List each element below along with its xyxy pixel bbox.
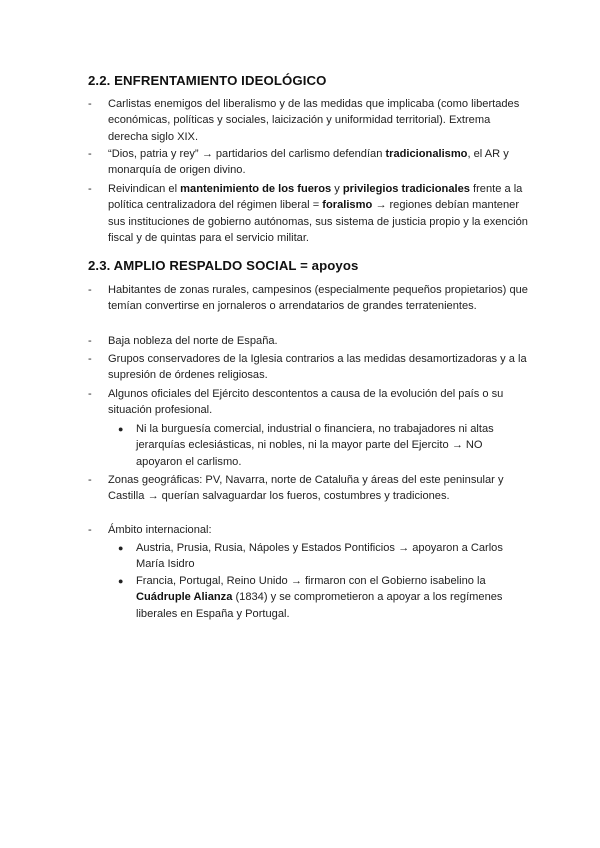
list-item-text: Algunos oficiales del Ejército descontentos a causa de la evolución del país o su situación profesional.: [108, 388, 504, 417]
bullet-dot: ●: [118, 576, 124, 586]
bullet-dash: -: [88, 335, 92, 347]
bullet-dash: -: [88, 183, 92, 195]
list-item-text: Ámbito internacional:: [108, 524, 212, 536]
section-heading-ideologico: 2.2. ENFRENTAMIENTO IDEOLÓGICO: [88, 73, 327, 88]
bullet-dash: -: [88, 284, 92, 296]
bullet-dot: ●: [118, 543, 124, 553]
bullet-dash: -: [88, 388, 92, 400]
bullet-dash: -: [88, 353, 92, 365]
list-item-text: Habitantes de zonas rurales, campesinos (especialmente pequeños propietarios) que temían convertirse en jornaleros o arrendatarios de grandes terratenientes.: [108, 284, 528, 313]
list-item-text: “Dios, patria y rey” → partidarios del carlismo defendían tradicionalismo, el AR y monarquía de origen divino.: [108, 148, 509, 177]
list-item-text: Baja nobleza del norte de España.: [108, 335, 278, 347]
sub-list-item-text: Francia, Portugal, Reino Unido → firmaron con el Gobierno isabelino la Cuádruple Alianza (1834) y se comprometieron a apoyar a los regímenes liberales en España y Portugal.: [136, 575, 503, 620]
list-item-text: Reivindican el mantenimiento de los fueros y privilegios tradicionales frente a la política centralizadora del régimen liberal = foralismo → regiones debían mantener sus instituciones de gobierno autónomas, sus sistema de justicia propio y la exención fiscal y de quintas para el servicio militar.: [108, 183, 528, 245]
sub-list-item-text: Ni la burguesía comercial, industrial o financiera, no trabajadores ni altas jerarquías eclesiásticas, ni nobles, ni la mayor parte del Ejercito → NO apoyaron el carlismo.: [136, 423, 494, 468]
bullet-dash: -: [88, 98, 92, 110]
bullet-dash: -: [88, 474, 92, 486]
bullet-dash: -: [88, 148, 92, 160]
list-item-text: Zonas geográficas: PV, Navarra, norte de Cataluña y áreas del este peninsular y Castilla → querían salvaguardar los fueros, costumbres y tradiciones.: [108, 474, 504, 503]
list-item-text: Grupos conservadores de la Iglesia contrarios a las medidas desamortizadoras y a la supresión de órdenes religiosas.: [108, 353, 527, 382]
list-item-text: Carlistas enemigos del liberalismo y de las medidas que implicaba (como libertades económicas, políticas y sociales, laicización y uniformidad territorial). Extrema derecha siglo XIX.: [108, 98, 520, 143]
bullet-dot: ●: [118, 424, 124, 434]
section-heading-respaldo-social: 2.3. AMPLIO RESPALDO SOCIAL = apoyos: [88, 258, 359, 273]
sub-list-item-text: Austria, Prusia, Rusia, Nápoles y Estados Pontificios → apoyaron a Carlos María Isidro: [136, 542, 503, 571]
bullet-dash: -: [88, 524, 92, 536]
